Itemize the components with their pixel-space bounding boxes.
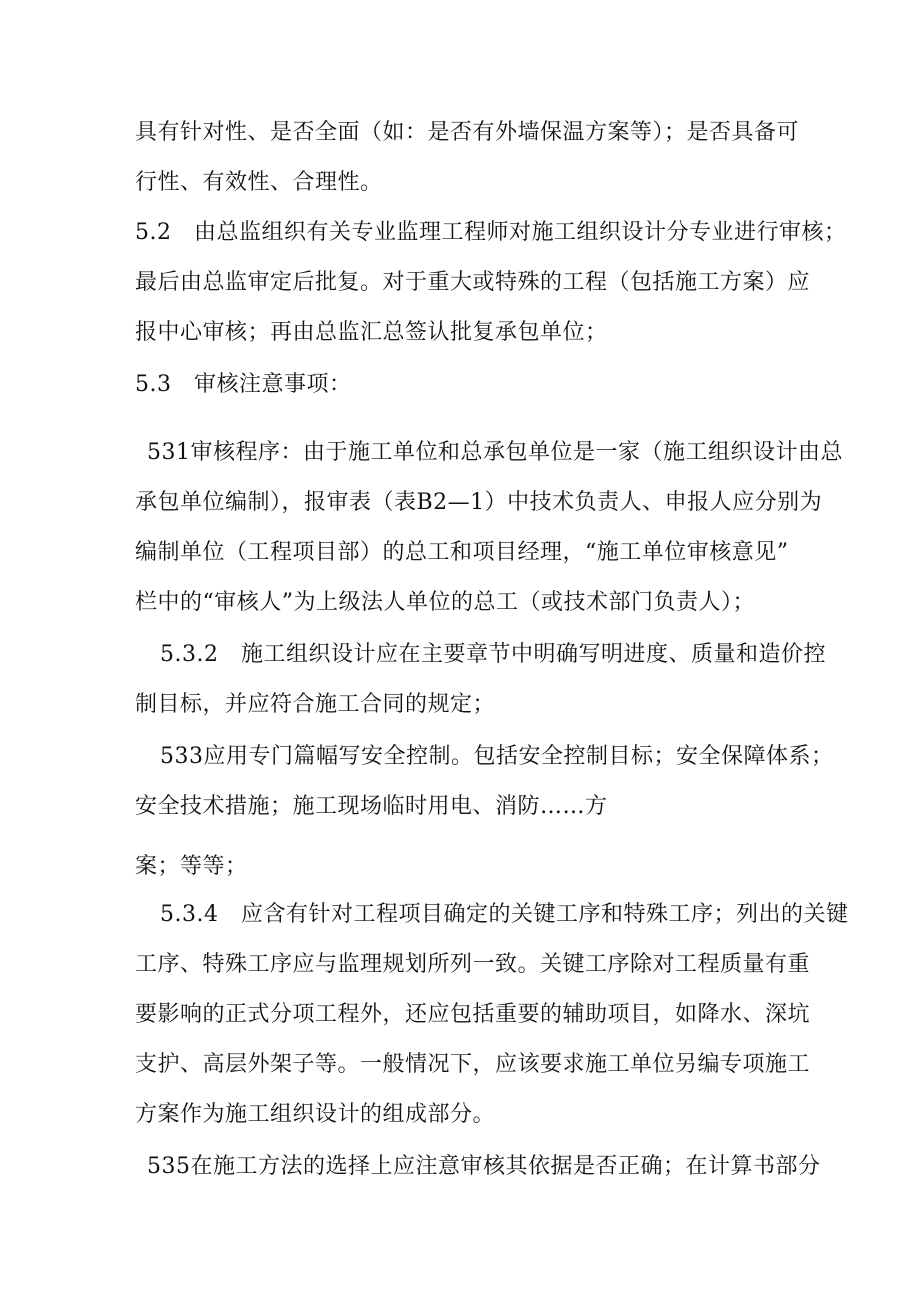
text-line-14: 安全技术措施；施工现场临时用电、消防……方 [135, 794, 608, 819]
text-line-3: 5.2 由总监组织有关专业监理工程师对施工组织设计分专业进行审核； [135, 220, 847, 245]
text-line-9: 编制单位（工程项目部）的总工和项目经理，“施工单位审核意见” [135, 540, 789, 565]
text-line-2: 行性、有效性、合理性。 [135, 170, 383, 195]
section-heading-5-3: 5.3 审核注意事项： [135, 372, 352, 397]
text-line-11: 5.3.2 施工组织设计应在主要章节中明确写明进度、质量和造价控 [160, 642, 826, 667]
text-line-16: 5.3.4 应含有针对工程项目确定的关键工序和特殊工序；列出的关键 [160, 902, 849, 927]
text-line-21: 535在施工方法的选择上应注意审核其依据是否正确；在计算书部分 [147, 1154, 821, 1179]
text-line-4: 最后由总监审定后批复。对于重大或特殊的工程（包括施工方案）应 [135, 270, 811, 295]
text-line-15: 案；等等； [135, 854, 248, 879]
text-line-13: 533应用专门篇幅写安全控制。包括安全控制目标；安全保障体系； [160, 744, 834, 769]
text-line-20: 方案作为施工组织设计的组成部分。 [135, 1102, 496, 1127]
text-line-7: 531审核程序：由于施工单位和总承包单位是一家（施工组织设计由总 [147, 440, 843, 465]
text-line-19: 支护、高层外架子等。一般情况下，应该要求施工单位另编专项施工 [135, 1052, 811, 1077]
text-line-17: 工序、特殊工序应与监理规划所列一致。关键工序除对工程质量有重 [135, 952, 811, 977]
text-line-18: 要影响的正式分项工程外，还应包括重要的辅助项目，如降水、深坑 [135, 1002, 811, 1027]
text-line-10: 栏中的“审核人”为上级法人单位的总工（或技术部门负责人）； [135, 590, 755, 615]
text-line-5: 报中心审核；再由总监汇总签认批复承包单位； [135, 320, 608, 345]
text-line-8: 承包单位编制），报审表（表B2—1）中技术负责人、申报人应分别为 [135, 490, 823, 515]
text-line-1: 具有针对性、是否全面（如：是否有外墙保温方案等）；是否具备可 [135, 120, 800, 145]
text-line-12: 制目标，并应符合施工合同的规定； [135, 692, 496, 717]
